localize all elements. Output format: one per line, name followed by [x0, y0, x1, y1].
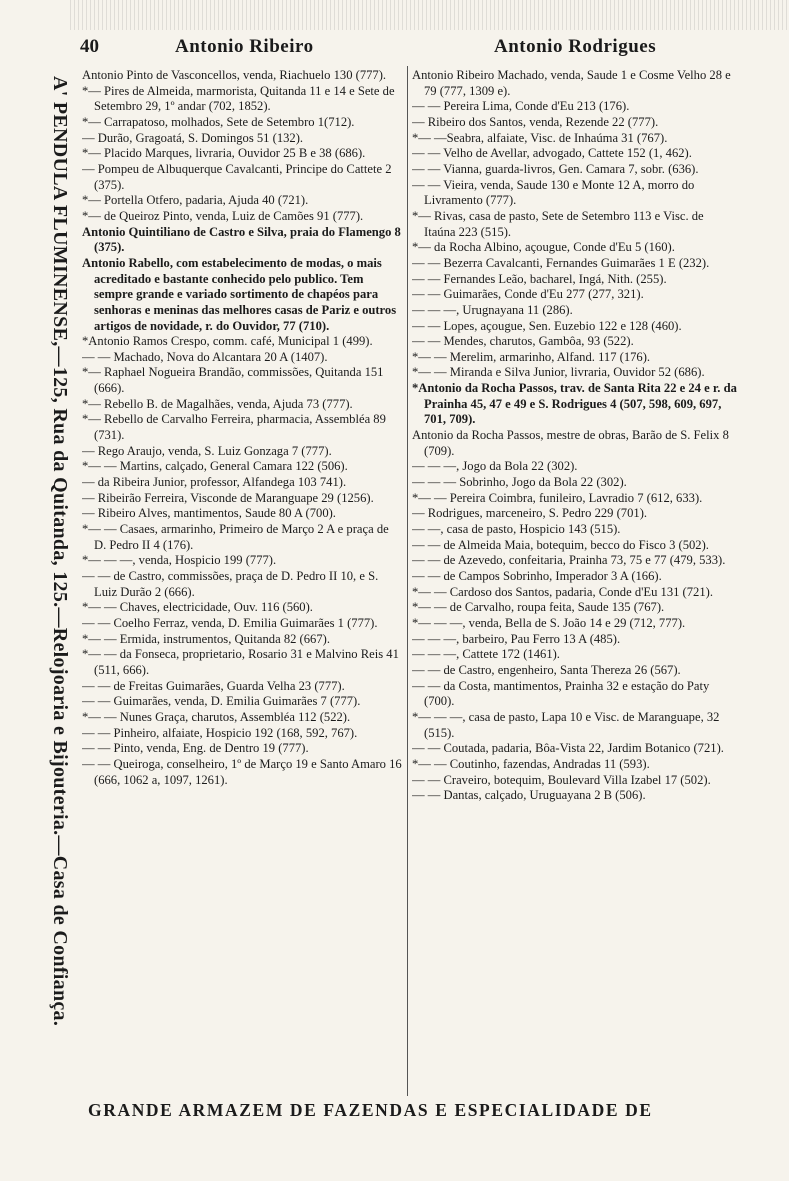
directory-entry — [412, 757, 738, 773]
directory-entry — [412, 272, 738, 288]
directory-entry — [82, 616, 404, 632]
directory-entry — [82, 710, 404, 726]
entry-text: — — Guimarães, venda, D. Emilia Guimarães 7 (777). — [82, 694, 361, 709]
entry-text: — — Machado, Nova do Alcantara 20 A (1407). — [82, 349, 328, 364]
directory-entry — [412, 491, 738, 507]
entry-text: *— — Merelim, armarinho, Alfand. 117 (176). — [412, 349, 651, 364]
entry-text: *— Raphael Nogueira Brandão, commissões, Quitanda 151 (666). — [82, 365, 384, 396]
directory-entry — [82, 256, 404, 334]
directory-entry — [82, 131, 404, 147]
header-left-title: Antonio Ribeiro — [175, 36, 314, 57]
entry-text: — — —, Jogo da Bola 22 (302). — [412, 459, 578, 474]
entry-text: *— de Queiroz Pinto, venda, Luiz de Camões 91 (777). — [82, 208, 364, 223]
entry-text: *— Rebello B. de Magalhães, venda, Ajuda 73 (777). — [82, 396, 353, 411]
directory-entry — [82, 632, 404, 648]
directory-entry — [412, 647, 738, 663]
directory-entry — [412, 522, 738, 538]
directory-entry — [412, 146, 738, 162]
directory-entry — [412, 162, 738, 178]
entry-text: — — Coutada, padaria, Bôa-Vista 22, Jardim Botanico (721). — [412, 741, 724, 756]
directory-entry — [82, 569, 404, 600]
entry-text: *— — Nunes Graça, charutos, Assembléa 112 (522). — [82, 709, 351, 724]
page-number: 40 — [80, 36, 99, 57]
directory-entry — [412, 475, 738, 491]
entry-text: — — Fernandes Leão, bacharel, Ingá, Nith. (255). — [412, 271, 667, 286]
entry-text: *— Pires de Almeida, marmorista, Quitanda 11 e 14 e Sete de Setembro 29, 1º andar (702, 1852). — [82, 83, 395, 114]
entry-text: — — Bezerra Cavalcanti, Fernandes Guimarães 1 E (232). — [412, 255, 710, 270]
entry-text: *— — Martins, calçado, General Camara 122 (506). — [82, 459, 348, 474]
entry-text: *— Portella Otfero, padaria, Ajuda 40 (721). — [82, 193, 309, 208]
directory-entry — [82, 68, 404, 84]
directory-entry — [412, 381, 738, 428]
directory-entry — [412, 553, 738, 569]
entry-text: Antonio Rabello, com estabelecimento de modas, o mais acreditado e bastante conhecido pelo publico. Tem sempre grande e variado sortimento de chapéos para senhoras e meninas das melhores casas de Pariz e outros artigos de novidade, r. do Ouvidor, 77 (710). — [82, 255, 397, 333]
directory-entry — [412, 459, 738, 475]
entry-text: — — Queiroga, conselheiro, 1º de Março 19 e Santo Amaro 16 (666, 1062 a, 1097, 1261). — [82, 756, 402, 787]
entry-text: *— — Casaes, armarinho, Primeiro de Março 2 A e praça de D. Pedro II 4 (176). — [82, 522, 389, 552]
directory-entry — [82, 412, 404, 443]
entry-text: — — Pereira Lima, Conde d'Eu 213 (176). — [412, 99, 630, 114]
directory-entry — [412, 585, 738, 601]
footer-advertisement: GRANDE ARMAZEM DE FAZENDAS E ESPECIALIDADE DE — [88, 1100, 653, 1120]
entry-text: — — Guimarães, Conde d'Eu 277 (277, 321). — [412, 287, 644, 302]
entry-text: *— — —, venda, Hospicio 199 (777). — [82, 553, 277, 568]
directory-entry — [412, 773, 738, 789]
entry-text: *— — da Fonseca, proprietario, Rosario 31 e Malvino Reis 41 (511, 666). — [82, 647, 399, 677]
directory-entry — [82, 334, 404, 350]
directory-entry — [412, 115, 738, 131]
entry-text: — Ribeiro Alves, mantimentos, Saude 80 A (700). — [82, 506, 336, 521]
entry-text: *— —Seabra, alfaiate, Visc. de Inhaúma 31 (767). — [412, 130, 668, 145]
entry-text: *— da Rocha Albino, açougue, Conde d'Eu 5 (160). — [412, 240, 675, 255]
directory-entry — [412, 256, 738, 272]
directory-entry — [412, 209, 738, 240]
entry-text: *— — Cardoso dos Santos, padaria, Conde d'Eu 131 (721). — [412, 584, 713, 599]
entry-text: — — —, barbeiro, Pau Ferro 13 A (485). — [412, 631, 621, 646]
directory-entry — [82, 600, 404, 616]
entry-text: — Pompeu de Albuquerque Cavalcanti, Principe do Cattete 2 (375). — [82, 161, 392, 192]
directory-entry — [82, 757, 404, 788]
entry-text: — — Craveiro, botequim, Boulevard Villa Izabel 17 (502). — [412, 772, 711, 787]
directory-entry — [412, 538, 738, 554]
entry-text: — — — Sobrinho, Jogo da Bola 22 (302). — [412, 475, 627, 490]
page-header — [80, 36, 740, 62]
directory-entry — [82, 193, 404, 209]
entry-text: — da Ribeira Junior, professor, Alfandega 103 741). — [82, 475, 347, 490]
directory-entry — [412, 506, 738, 522]
entry-text: — — —, Cattete 172 (1461). — [412, 647, 560, 662]
directory-entry — [82, 146, 404, 162]
entry-text: *— Carrapatoso, molhados, Sete de Setembro 1(712). — [82, 114, 355, 129]
entry-text: — Ribeiro dos Santos, venda, Rezende 22 (777). — [412, 114, 659, 129]
scan-noise — [70, 0, 789, 30]
entry-text: Antonio Ribeiro Machado, venda, Saude 1 e Cosme Velho 28 e 79 (777, 1309 e). — [412, 68, 731, 98]
entry-text: *— — —, casa de pasto, Lapa 10 e Visc. de Maranguape, 32 (515). — [412, 709, 720, 740]
entry-text: *— — —, venda, Bella de S. João 14 e 29 (712, 777). — [412, 615, 686, 630]
directory-entry — [412, 616, 738, 632]
entry-text: — — da Costa, mantimentos, Prainha 32 e estação do Paty (700). — [412, 678, 710, 709]
entry-text: *— — Chaves, electricidade, Ouv. 116 (560). — [82, 600, 313, 615]
directory-entry — [82, 209, 404, 225]
entry-text: *— — Pereira Coimbra, funileiro, Lavradio 7 (612, 633). — [412, 490, 703, 505]
entry-text: — — de Freitas Guimarães, Guarda Velha 23 (777). — [82, 678, 345, 693]
entry-text: *— — Coutinho, fazendas, Andradas 11 (593). — [412, 756, 650, 771]
left-column — [82, 68, 404, 1088]
entry-text: *— — Ermida, instrumentos, Quitanda 82 (667). — [82, 631, 330, 646]
directory-entry — [412, 131, 738, 147]
directory-entry — [412, 287, 738, 303]
directory-entry — [412, 679, 738, 710]
directory-entry — [82, 444, 404, 460]
directory-entry — [82, 115, 404, 131]
directory-entry — [82, 84, 404, 115]
directory-entry — [82, 162, 404, 193]
entry-text: — — de Castro, engenheiro, Santa Thereza 26 (567). — [412, 662, 681, 677]
entry-text: — — Coelho Ferraz, venda, D. Emilia Guimarães 1 (777). — [82, 615, 378, 630]
entry-text: — Durão, Gragoatá, S. Domingos 51 (132). — [82, 130, 304, 145]
directory-entry — [412, 569, 738, 585]
entry-text: — — Lopes, açougue, Sen. Euzebio 122 e 128 (460). — [412, 318, 682, 333]
directory-entry — [412, 303, 738, 319]
entry-text: — — Vianna, guarda-livros, Gen. Camara 7, sobr. (636). — [412, 161, 699, 176]
entry-text: *— Placido Marques, livraria, Ouvidor 25 B e 38 (686). — [82, 146, 366, 161]
entry-text: *Antonio da Rocha Passos, trav. de Santa Rita 22 e 24 e r. da Prainha 45, 47 e 49 e S. Rodrigues 4 (507, 598, 609, 697, 701, 709). — [412, 381, 737, 427]
directory-entry — [412, 178, 738, 209]
directory-entry — [82, 694, 404, 710]
directory-entry — [412, 710, 738, 741]
directory-entry — [412, 788, 738, 804]
column-divider — [407, 66, 408, 1096]
directory-entry — [82, 522, 404, 553]
right-column — [412, 68, 738, 1088]
entry-text: *— Rebello de Carvalho Ferreira, pharmacia, Assembléa 89 (731). — [82, 412, 386, 443]
directory-entry — [412, 99, 738, 115]
entry-text: — Ribeirão Ferreira, Visconde de Maranguape 29 (1256). — [82, 490, 374, 505]
entry-text: *— Rivas, casa de pasto, Sete de Setembro 113 e Visc. de Itaúna 223 (515). — [412, 208, 704, 239]
entry-text: — — Velho de Avellar, advogado, Cattete 152 (1, 462). — [412, 146, 692, 161]
directory-entry — [82, 679, 404, 695]
directory-entry — [82, 491, 404, 507]
directory-entry — [412, 428, 738, 459]
entry-text: — —, casa de pasto, Hospicio 143 (515). — [412, 522, 621, 537]
directory-entry — [82, 475, 404, 491]
entry-text: *— — Miranda e Silva Junior, livraria, Ouvidor 52 (686). — [412, 365, 705, 380]
entry-text: *— — de Carvalho, roupa feita, Saude 135 (767). — [412, 600, 665, 615]
entry-text: Antonio Quintiliano de Castro e Silva, praia do Flamengo 8 (375). — [82, 224, 401, 255]
directory-entry — [412, 334, 738, 350]
entry-text: — — de Almeida Maia, botequim, becco do Fisco 3 (502). — [412, 537, 709, 552]
entry-text: — — Vieira, venda, Saude 130 e Monte 12 A, morro do Livramento (777). — [412, 177, 695, 208]
directory-entry — [412, 632, 738, 648]
directory-entry — [412, 600, 738, 616]
directory-entry — [82, 741, 404, 757]
directory-entry — [82, 506, 404, 522]
side-advertisement: A' PENDULA FLUMINENSE,—125, Rua da Quitanda, 125.—Relojoaria e Bijouteria.—Casa de Confiança. — [49, 76, 71, 1027]
directory-entry — [82, 397, 404, 413]
directory-entry — [412, 68, 738, 99]
entry-text: *Antonio Ramos Crespo, comm. café, Municipal 1 (499). — [82, 334, 373, 349]
entry-text: — — de Azevedo, confeitaria, Prainha 73, 75 e 77 (479, 533). — [412, 553, 726, 568]
directory-entry — [412, 365, 738, 381]
entry-text: — — de Castro, commissões, praça de D. Pedro II 10, e S. Luiz Durão 2 (666). — [82, 569, 379, 599]
directory-entry — [82, 459, 404, 475]
directory-entry — [82, 365, 404, 396]
directory-entry — [412, 240, 738, 256]
directory-entry — [412, 319, 738, 335]
directory-entry — [412, 663, 738, 679]
entry-text: — Rego Araujo, venda, S. Luiz Gonzaga 7 (777). — [82, 443, 332, 458]
entry-text: — — —, Urugnayana 11 (286). — [412, 302, 573, 317]
directory-entry — [412, 350, 738, 366]
directory-entry — [82, 553, 404, 569]
entry-text: Antonio Pinto de Vasconcellos, venda, Riachuelo 130 (777). — [82, 68, 387, 82]
entry-text: — — Mendes, charutos, Gambôa, 93 (522). — [412, 334, 634, 349]
directory-entry — [412, 741, 738, 757]
entry-text: — Rodrigues, marceneiro, S. Pedro 229 (701). — [412, 506, 648, 521]
directory-entry — [82, 350, 404, 366]
directory-entry — [82, 647, 404, 678]
entry-text: — — Pinheiro, alfaiate, Hospicio 192 (168, 592, 767). — [82, 725, 358, 740]
directory-entry — [82, 225, 404, 256]
entry-text: — — Pinto, venda, Eng. de Dentro 19 (777). — [82, 741, 309, 756]
directory-entry — [82, 726, 404, 742]
entry-text: Antonio da Rocha Passos, mestre de obras, Barão de S. Felix 8 (709). — [412, 428, 729, 458]
entry-text: — — Dantas, calçado, Uruguayana 2 B (506). — [412, 788, 646, 803]
entry-text: — — de Campos Sobrinho, Imperador 3 A (166). — [412, 569, 662, 583]
header-right-title: Antonio Rodrigues — [494, 36, 657, 57]
